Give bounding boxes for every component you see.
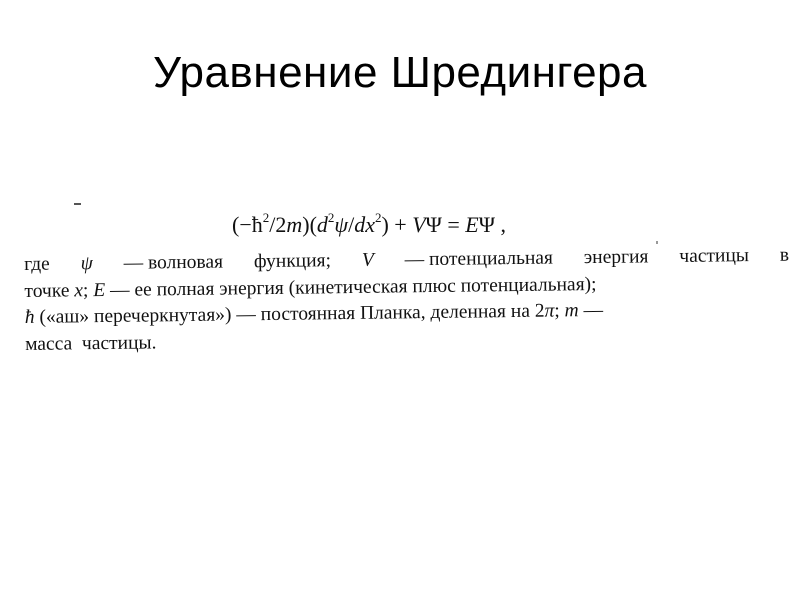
description-line-3: ħ («аш» перечеркнутая») — постоянная Планка, деленная на 2 π ; m — bbox=[24, 299, 604, 328]
slide-title: Уравнение Шредингера bbox=[153, 48, 647, 97]
equation-description bbox=[24, 243, 790, 358]
stray-mark bbox=[74, 203, 81, 205]
schrodinger-equation: $(-ħ^2/2m)(d^2\psi/dx^2) + V\Psi = E\Psi$ , bbox=[232, 210, 506, 237]
description-line-4: масса частицы. bbox=[24, 331, 157, 355]
description-line-1: где ψ — волновая функция; V — потенциальная энергия частицы в bbox=[24, 244, 790, 275]
description-line-2: точке x ; E — ее полная энергия (кинетическая плюс потенциальная); bbox=[24, 273, 597, 302]
